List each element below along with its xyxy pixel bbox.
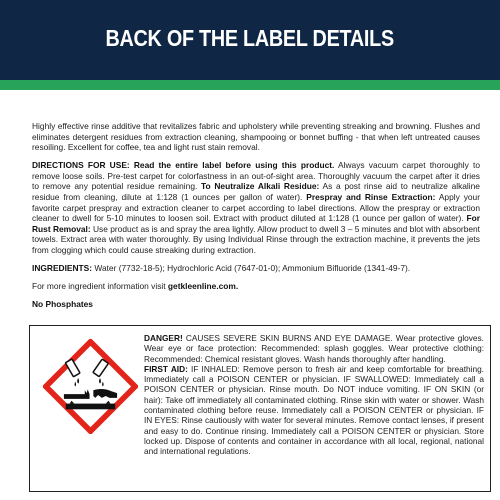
ingredients-paragraph	[32, 263, 480, 274]
no-phosphates-paragraph	[32, 299, 480, 310]
hazard-box	[29, 325, 491, 492]
label-content	[32, 121, 480, 317]
directions-heading: DIRECTIONS FOR USE: Read the entire label before using this product.	[32, 160, 335, 171]
danger-text: CAUSES SEVERE SKIN BURNS AND EYE DAMAGE. Wear protective gloves. Wear eye or face protection: Recommended: splash goggles. Wear protective clothing: Recommended: Chemical resistant gloves. Wash hands thoroughly after handling.	[144, 333, 484, 364]
danger-paragraph	[144, 333, 484, 364]
pictogram-diamond	[46, 342, 135, 431]
no-phosphates-text: No Phosphates	[32, 299, 93, 310]
directions-text-2: As a post rinse aid to neutralize alkaline residue from cleaning, dilute at 1:128 (1 ounces per gallon of water).	[32, 181, 480, 203]
first-aid-text: IF INHALED: Remove person to fresh air and keep comfortable for breathing. Immediately call a POISON CENTER or physician. IF SWALLOWED: Immediately call a POISON CENTER or physician. Rinse mouth. Do NOT induce vomiting. IF ON SKIN (or hair): Take off immediately all contaminated clothing. Rinse skin with water or shower. Wash contaminated clothing before reuse. Immediately call a POISON CENTER or physician. IF IN EYES: Rinse cautiously with water for several minutes. Remove contact lenses, if present and easy to do. Continue rinsing. Immediately call a POISON CENTER or physician. Store locked up. Dispose of contents and container in accordance with all local, regional, national and international regulations.	[144, 363, 484, 457]
page-title: BACK OF THE LABEL DETAILS	[105, 24, 395, 51]
hazard-statement	[144, 333, 484, 457]
directions-text-1: Always vacuum carpet thoroughly to remove loose soils. Pre-test carpet for colorfastness in an out-of-sight area. Thoroughly vacuum the carpet after it dries to remove any potential residue remaining.	[32, 160, 480, 192]
first-aid-label: FIRST AID:	[144, 363, 188, 374]
directions-text-3: Apply your favorite carpet prespray and extraction cleaner to carpet according to label directions. Allow the prespray or extraction cleaner to dwell for 5-10 minutes to loosen soil. Extract with product diluted at 1:128 (1 ounce per gallon of water).	[32, 192, 481, 224]
prespray-label: Prespray and Rinse Extraction:	[306, 192, 436, 203]
more-info-text: For more ingredient information visit	[32, 281, 168, 292]
website-link[interactable]: getkleenline.com.	[167, 281, 239, 292]
directions-paragraph	[32, 160, 480, 255]
first-aid-paragraph	[144, 364, 484, 457]
accent-bar	[0, 80, 500, 90]
rust-label: For Rust Removal:	[32, 213, 480, 234]
alkali-label: To Neutralize Alkali Residue:	[201, 181, 320, 192]
ingredients-label: INGREDIENTS:	[32, 263, 93, 274]
intro-paragraph: Highly effective rinse additive that revitalizes fabric and upholstery while preventing streaking and browning. Flushes and eliminates detergent residues from extraction cleaning, shampooing or bonnet buffing - that when left untreated causes resoiling. Excellent for coffee, tea and light rust stain removal.	[32, 121, 480, 153]
danger-label: DANGER!	[144, 333, 183, 343]
corrosive-pictogram-icon	[43, 339, 138, 434]
header-banner	[0, 0, 500, 80]
ingredients-text: Water (7732-18-5); Hydrochloric Acid (7647-01-0); Ammonium Bifluoride (1341-49-7).	[92, 263, 411, 274]
more-info-paragraph	[32, 281, 480, 292]
directions-text-4: Use product as is and spray the area lightly. Allow product to dwell 3 – 5 minutes and blot with absorbent towels. Extract area with water thoroughly. By using Individual Rinse through the extraction machine, it prevents the jets from clogging which could cause streaking during extraction.	[32, 223, 481, 256]
